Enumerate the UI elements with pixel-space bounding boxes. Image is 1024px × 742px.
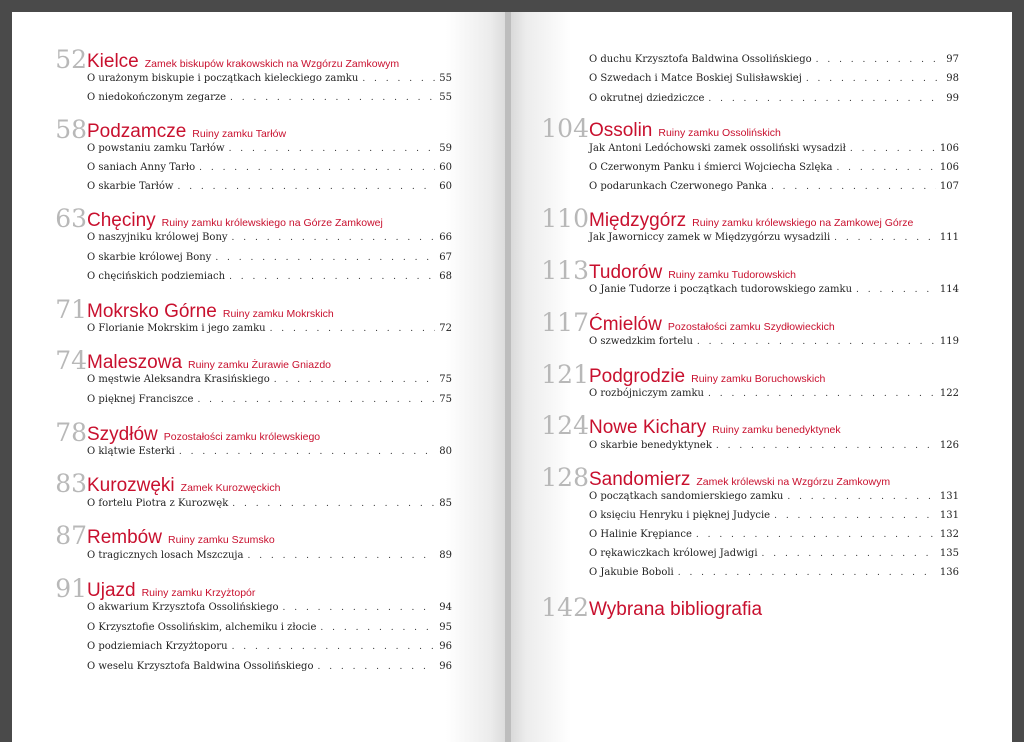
entry-page: 67 — [439, 252, 452, 263]
entry-title: O Jakubie Boboli — [589, 567, 674, 578]
chapter-title: Ossolin — [589, 120, 653, 141]
dot-leader — [708, 389, 936, 399]
dot-leader — [856, 285, 936, 295]
chapter-page-number: 121 — [541, 360, 589, 389]
dot-leader — [179, 447, 435, 457]
chapter-page-number: 113 — [541, 256, 589, 285]
entry-title: Jak Antoni Ledóchowski zamek ossoliński wysadził — [589, 143, 846, 154]
entry-page: 89 — [439, 550, 452, 561]
chapter-heading — [589, 118, 781, 146]
toc-entry — [87, 323, 452, 339]
dot-leader — [362, 74, 435, 84]
entry-title: O klątwie Esterki — [87, 446, 175, 457]
chapter-title: Tudorów — [589, 262, 663, 283]
chapter-subtitle: Ruiny zamku Szumsko — [167, 534, 275, 546]
chapter-subtitle: Ruiny zamku benedyktynek — [712, 424, 841, 436]
entry-title: O skarbie benedyktynek — [589, 440, 712, 451]
chapter-title: Kielce — [87, 51, 139, 72]
chapter-title: Nowe Kichary — [589, 417, 707, 438]
dot-leader — [762, 549, 936, 559]
toc-entry — [589, 162, 959, 178]
chapter-heading — [589, 415, 841, 443]
dot-leader — [229, 272, 435, 282]
chapter-page-number: 63 — [55, 204, 87, 233]
chapter-page-number: 83 — [55, 469, 87, 498]
entry-page: 135 — [939, 548, 959, 559]
chapter-subtitle: Ruiny zamku królewskiego na Górze Zamkowej — [161, 217, 383, 229]
entry-page: 99 — [946, 93, 959, 104]
toc-entry — [87, 446, 452, 462]
entry-title: O rękawiczkach królowej Jadwigi — [589, 548, 758, 559]
dot-leader — [708, 94, 942, 104]
toc-entry — [589, 284, 959, 300]
dot-leader — [787, 492, 936, 502]
chapter-page-number: 142 — [541, 593, 589, 622]
chapter-subtitle: Zamek Kurozwęckich — [180, 482, 281, 494]
dot-leader — [317, 662, 435, 672]
chapter-subtitle: Ruiny zamku królewskiego na Zamkowej Górze — [692, 217, 914, 229]
entry-page: 131 — [939, 510, 959, 521]
entry-page: 72 — [439, 323, 452, 334]
dot-leader — [230, 93, 435, 103]
entry-page: 98 — [946, 73, 959, 84]
toc-entry — [589, 336, 959, 352]
entry-title: O skarbie Tarłów — [87, 181, 174, 192]
entry-title: O saniach Anny Tarło — [87, 162, 196, 173]
entry-page: 114 — [939, 284, 959, 295]
entry-page: 122 — [939, 388, 959, 399]
toc-entry — [87, 374, 452, 390]
entry-title: Jak Jaworniccy zamek w Międzygórzu wysadzili — [589, 232, 831, 243]
toc-entry — [87, 181, 452, 197]
dot-leader — [697, 337, 936, 347]
entry-page: 111 — [939, 232, 959, 243]
chapter-subtitle: Ruiny zamku Krzyżtopór — [141, 587, 256, 599]
dot-leader — [247, 551, 435, 561]
entry-page: 131 — [939, 491, 959, 502]
dot-leader — [806, 74, 942, 84]
dot-leader — [199, 163, 435, 173]
chapter-title: Szydłów — [87, 424, 158, 445]
chapter-page-number: 104 — [541, 114, 589, 143]
entry-title: O Florianie Mokrskim i jego zamku — [87, 323, 266, 334]
toc-entry — [589, 529, 959, 545]
chapter-subtitle: Pozostałości zamku Szydłowieckich — [667, 321, 835, 333]
chapter-subtitle: Pozostałości zamku królewskiego — [163, 431, 321, 443]
entry-title: O powstaniu zamku Tarłów — [87, 143, 225, 154]
chapter-title: Kurozwęki — [87, 475, 175, 496]
toc-entry — [87, 622, 452, 638]
chapter-page-number: 52 — [55, 45, 87, 74]
dot-leader — [215, 253, 435, 263]
chapter-title: Wybrana bibliografia — [589, 599, 763, 620]
chapter-title: Ćmielów — [589, 314, 662, 335]
entry-title: O urażonym biskupie i początkach kieleckiego zamku — [87, 73, 359, 84]
toc-entry — [589, 388, 959, 404]
dot-leader — [834, 233, 936, 243]
entry-title: O męstwie Aleksandra Krasińskiego — [87, 374, 270, 385]
entry-title: O Szwedach i Matce Boskiej Sulisławskiej — [589, 73, 802, 84]
right-page — [511, 12, 1012, 742]
toc-entry — [589, 567, 959, 583]
toc-entry — [589, 510, 959, 526]
entry-page: 96 — [439, 661, 452, 672]
chapter-page-number: 71 — [55, 295, 87, 324]
dot-leader — [229, 144, 436, 154]
chapter-title: Mokrsko Górne — [87, 301, 217, 322]
entry-title: O szwedzkim fortelu — [589, 336, 693, 347]
entry-page: 60 — [439, 162, 452, 173]
entry-title: O fortelu Piotra z Kurozwęk — [87, 498, 229, 509]
entry-title: O okrutnej dziedziczce — [589, 93, 705, 104]
entry-page: 59 — [439, 143, 452, 154]
dot-leader — [678, 568, 936, 578]
chapter-subtitle: Ruiny zamku Tarłów — [192, 128, 287, 140]
entry-title: O księciu Henryku i pięknej Judycie — [589, 510, 771, 521]
chapter-title: Chęciny — [87, 210, 156, 231]
left-page — [12, 12, 505, 742]
dot-leader — [850, 144, 936, 154]
chapter-heading — [87, 525, 275, 553]
entry-title: O niedokończonym zegarze — [87, 92, 227, 103]
entry-page: 106 — [939, 143, 959, 154]
chapter-title: Międzygórz — [589, 210, 687, 231]
entry-page: 75 — [439, 394, 452, 405]
chapter-title: Maleszowa — [87, 352, 183, 373]
chapter-title: Podgrodzie — [589, 366, 686, 387]
entry-title: O początkach sandomierskiego zamku — [589, 491, 784, 502]
toc-entry — [87, 143, 452, 159]
toc-entry — [87, 550, 452, 566]
entry-title: O Krzysztofie Ossolińskim, alchemiku i złocie — [87, 622, 317, 633]
chapter-page-number: 117 — [541, 308, 589, 337]
toc-entry — [87, 232, 452, 248]
entry-title: O chęcińskich podziemiach — [87, 271, 226, 282]
dot-leader — [771, 182, 936, 192]
entry-page: 85 — [439, 498, 452, 509]
entry-title: O pięknej Franciszce — [87, 394, 194, 405]
entry-title: O Czerwonym Panku i śmierci Wojciecha Szlęka — [589, 162, 833, 173]
toc-entry — [589, 54, 959, 70]
entry-title: O skarbie królowej Bony — [87, 252, 212, 263]
dot-leader — [232, 233, 436, 243]
chapter-subtitle: Ruiny zamku Boruchowskich — [691, 373, 826, 385]
dot-leader — [270, 324, 436, 334]
chapter-title: Ujazd — [87, 580, 136, 601]
dot-leader — [774, 511, 936, 521]
chapter-page-number: 58 — [55, 115, 87, 144]
toc-entry — [87, 271, 452, 287]
toc-entry — [87, 498, 452, 514]
entry-title: O podarunkach Czerwonego Panka — [589, 181, 767, 192]
entry-title: O akwarium Krzysztofa Ossolińskiego — [87, 602, 279, 613]
chapter-subtitle: Ruiny zamku Mokrskich — [222, 308, 334, 320]
dot-leader — [274, 375, 436, 385]
dot-leader — [197, 395, 435, 405]
chapter-title: Rembów — [87, 527, 162, 548]
dot-leader — [283, 603, 436, 613]
toc-entry — [589, 73, 959, 89]
entry-page: 106 — [939, 162, 959, 173]
dot-leader — [816, 55, 943, 65]
entry-title: O podziemiach Krzyżtoporu — [87, 641, 228, 652]
chapter-page-number: 74 — [55, 346, 87, 375]
toc-entry — [87, 162, 452, 178]
chapter-subtitle: Ruiny zamku Tudorowskich — [668, 269, 797, 281]
entry-page: 126 — [939, 440, 959, 451]
chapter-title: Podzamcze — [87, 121, 187, 142]
entry-title: O naszyjniku królowej Bony — [87, 232, 228, 243]
toc-entry — [87, 73, 452, 89]
dot-leader — [716, 441, 936, 451]
entry-page: 66 — [439, 232, 452, 243]
entry-page: 97 — [946, 54, 959, 65]
chapter-page-number: 87 — [55, 521, 87, 550]
entry-page: 80 — [439, 446, 452, 457]
toc-entry — [589, 440, 959, 456]
entry-page: 96 — [439, 641, 452, 652]
chapter-page-number: 91 — [55, 574, 87, 603]
entry-page: 55 — [439, 73, 452, 84]
toc-entry — [87, 641, 452, 657]
toc-entry — [87, 92, 452, 108]
entry-title: O weselu Krzysztofa Baldwina Ossolińskiego — [87, 661, 314, 672]
chapter-subtitle: Ruiny zamku Żurawie Gniazdo — [188, 359, 332, 371]
entry-page: 94 — [439, 602, 452, 613]
entry-title: O Janie Tudorze i początkach tudorowskiego zamku — [589, 284, 853, 295]
entry-page: 55 — [439, 92, 452, 103]
toc-entry — [87, 661, 452, 677]
chapter-page-number: 110 — [541, 204, 589, 233]
dot-leader — [232, 642, 436, 652]
entry-page: 68 — [439, 271, 452, 282]
dot-leader — [320, 623, 435, 633]
chapter-subtitle: Ruiny zamku Ossolińskich — [658, 127, 781, 139]
toc-entry — [589, 143, 959, 159]
entry-page: 136 — [939, 567, 959, 578]
dot-leader — [696, 530, 936, 540]
toc-entry — [589, 232, 959, 248]
chapter-page-number: 78 — [55, 418, 87, 447]
toc-entry — [589, 491, 959, 507]
entry-page: 107 — [939, 181, 959, 192]
dot-leader — [836, 163, 935, 173]
entry-page: 75 — [439, 374, 452, 385]
entry-page: 95 — [439, 622, 452, 633]
chapter-page-number: 124 — [541, 411, 589, 440]
chapter-page-number: 128 — [541, 463, 589, 492]
chapter-subtitle: Zamek biskupów krakowskich na Wzgórzu Zamkowym — [144, 58, 400, 70]
entry-title: O tragicznych losach Mszczuja — [87, 550, 244, 561]
chapter-heading — [87, 473, 280, 501]
dot-leader — [232, 499, 435, 509]
entry-page: 60 — [439, 181, 452, 192]
entry-title: O Halinie Krępiance — [589, 529, 692, 540]
dot-leader — [177, 182, 435, 192]
entry-page: 132 — [939, 529, 959, 540]
toc-entry — [87, 252, 452, 268]
entry-title: O duchu Krzysztofa Baldwina Ossolińskiego — [589, 54, 812, 65]
entry-page: 119 — [939, 336, 959, 347]
chapter-heading — [589, 597, 762, 623]
toc-entry — [87, 602, 452, 618]
toc-entry — [589, 93, 959, 109]
entry-title: O rozbójniczym zamku — [589, 388, 704, 399]
toc-entry — [589, 181, 959, 197]
chapter-subtitle: Zamek królewski na Wzgórzu Zamkowym — [696, 476, 891, 488]
chapter-title: Sandomierz — [589, 469, 691, 490]
toc-entry — [87, 394, 452, 410]
toc-entry — [589, 548, 959, 564]
